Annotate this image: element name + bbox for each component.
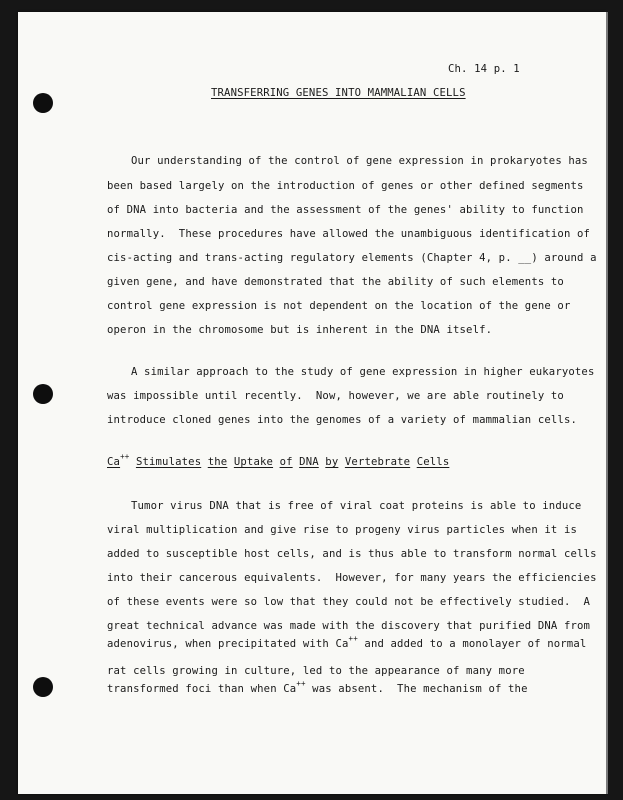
page-edge xyxy=(606,12,608,794)
text-line: control gene expression is not dependent on the location of the gene or xyxy=(107,300,571,312)
heading-word: DNA xyxy=(299,456,319,468)
text-fragment: and added to a monolayer of normal xyxy=(357,638,587,650)
text-line: Tumor virus DNA that is free of viral coat proteins is able to induce xyxy=(131,500,582,512)
text-line: of these events were so low that they could not be effectively studied. A xyxy=(107,596,591,608)
text-line: given gene, and have demonstrated that the ability of such elements to xyxy=(107,276,564,288)
text-line xyxy=(107,679,528,695)
heading-word: by xyxy=(325,456,339,468)
chapter-title: TRANSFERRING GENES INTO MAMMALIAN CELLS xyxy=(211,87,466,99)
text-line: was impossible until recently. Now, however, we are able routinely to xyxy=(107,390,564,402)
heading-word: Ca xyxy=(107,456,121,468)
text-line: into their cancerous equivalents. However, for many years the efficiencies xyxy=(107,572,597,584)
heading-word: the xyxy=(207,456,228,468)
text-line: Our understanding of the control of gene expression in prokaryotes has xyxy=(131,155,588,167)
heading-word: Stimulates xyxy=(135,456,202,468)
text-fragment: transformed foci than when Ca xyxy=(107,683,297,695)
text-fragment: was absent. The mechanism of the xyxy=(305,683,528,695)
text-fragment: adenovirus, when precipitated with Ca xyxy=(107,638,349,650)
binder-hole-top xyxy=(33,93,53,113)
heading-word: Uptake xyxy=(233,456,274,468)
text-line: normally. These procedures have allowed the unambiguous identification of xyxy=(107,228,591,240)
heading-word: Cells xyxy=(416,456,450,468)
text-line: introduce cloned genes into the genomes of a variety of mammalian cells. xyxy=(107,414,578,426)
section-heading xyxy=(107,452,450,468)
text-line: been based largely on the introduction of genes or other defined segments xyxy=(107,180,584,192)
heading-word: Vertebrate xyxy=(344,456,411,468)
binder-hole-middle xyxy=(33,384,53,404)
text-line: operon in the chromosome but is inherent in the DNA itself. xyxy=(107,324,493,336)
text-line: great technical advance was made with the discovery that purified DNA from xyxy=(107,620,591,632)
superscript: ++ xyxy=(348,634,358,643)
heading-superscript: ++ xyxy=(120,452,130,461)
text-line: rat cells growing in culture, led to the appearance of many more xyxy=(107,665,525,677)
superscript: ++ xyxy=(296,679,306,688)
text-line xyxy=(107,634,587,650)
binder-hole-bottom xyxy=(33,677,53,697)
text-line: of DNA into bacteria and the assessment of the genes' ability to function xyxy=(107,204,584,216)
text-line: cis-acting and trans-acting regulatory elements (Chapter 4, p. __) around a xyxy=(107,252,597,264)
heading-word: of xyxy=(279,456,293,468)
text-line: viral multiplication and give rise to progeny virus particles when it is xyxy=(107,524,578,536)
text-line: added to susceptible host cells, and is thus able to transform normal cells xyxy=(107,548,597,560)
text-line: A similar approach to the study of gene expression in higher eukaryotes xyxy=(131,366,595,378)
page-reference: Ch. 14 p. 1 xyxy=(448,63,520,75)
